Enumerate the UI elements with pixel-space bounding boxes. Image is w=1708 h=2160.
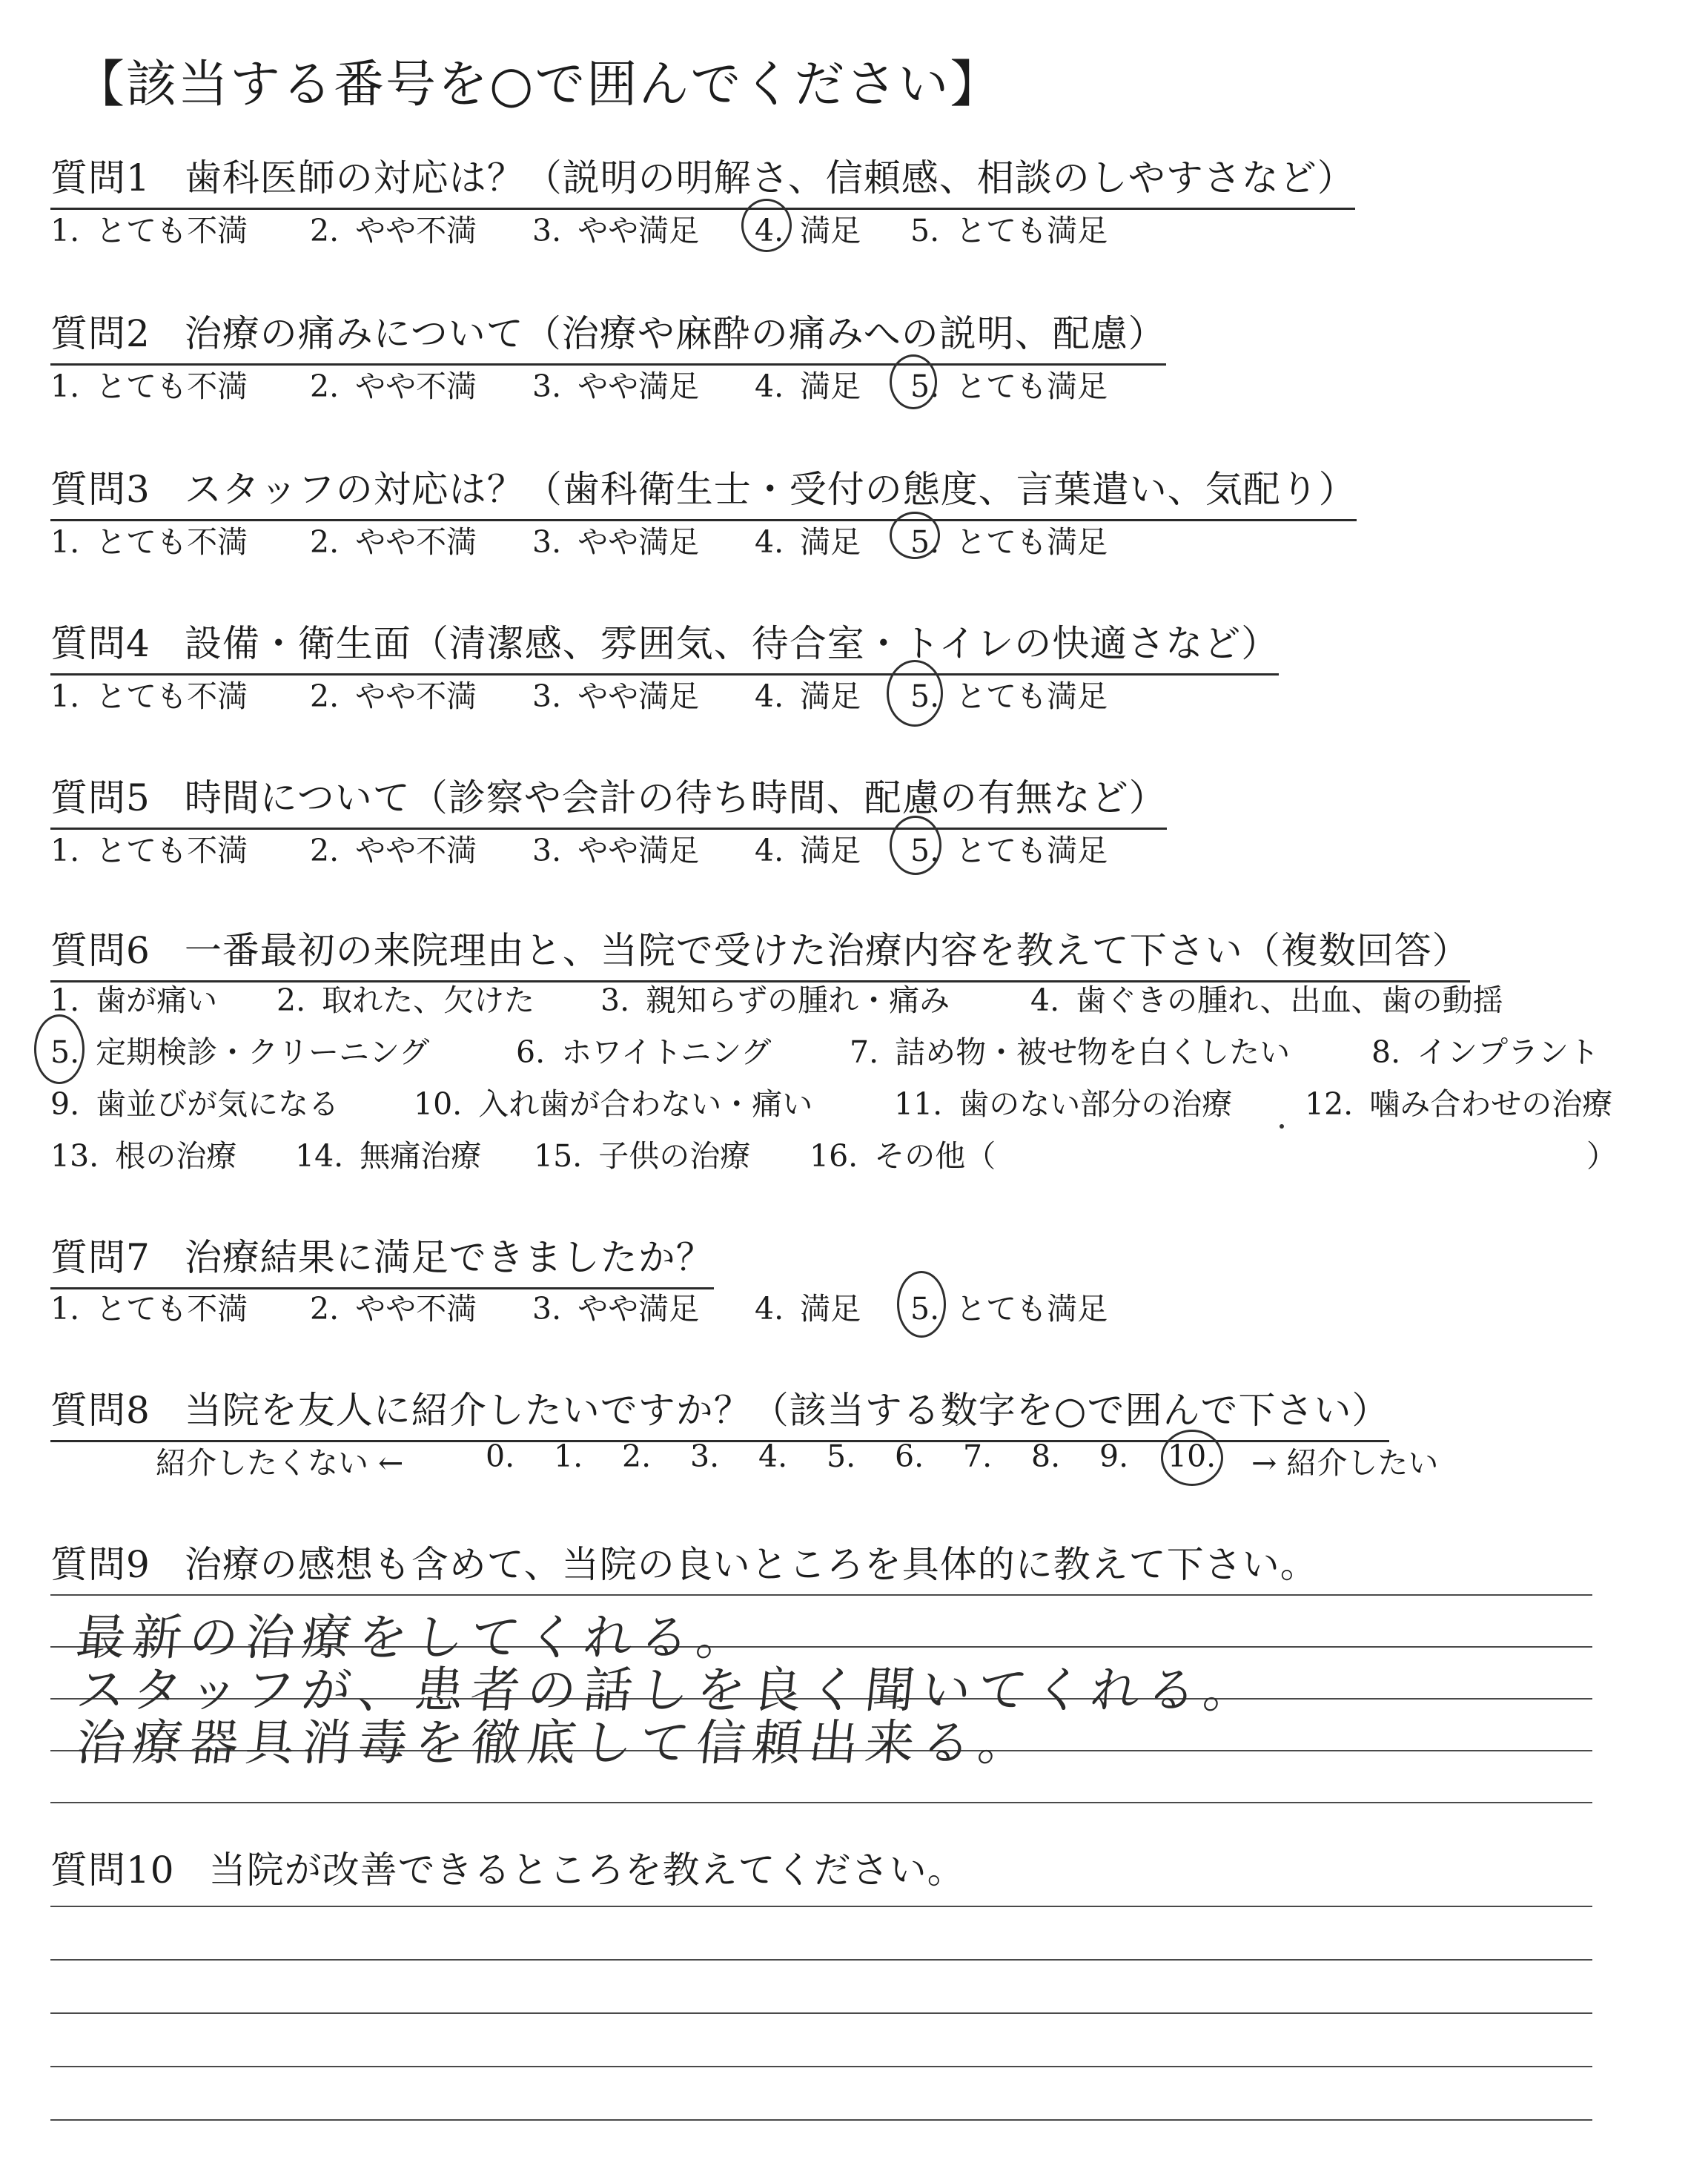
scale-value-10[interactable]: 10.: [1168, 1439, 1217, 1474]
option-1[interactable]: 1. とても不満: [50, 833, 248, 868]
answer-line: [50, 1959, 1592, 1961]
question-3-title: 質問3 スタッフの対応は？（歯科衛生士・受付の態度、言葉遣い、気配り）: [50, 460, 1357, 521]
option-4[interactable]: 4. 満足: [755, 369, 861, 404]
option-4[interactable]: 4. 満足: [755, 1291, 861, 1327]
option-3[interactable]: 3. やや満足: [532, 1291, 700, 1327]
option-5[interactable]: 5. とても満足: [910, 833, 1108, 868]
option-3[interactable]: 3. やや満足: [532, 833, 700, 868]
option-2[interactable]: 2. 取れた、欠けた: [277, 982, 535, 1018]
option-5[interactable]: 5. とても満足: [910, 1291, 1108, 1327]
scale-value-5[interactable]: 5.: [827, 1439, 856, 1474]
question-text: 歯科医師の対応は？（説明の明解さ、信頼感、相談のしやすさなど）: [184, 156, 1355, 199]
selection-circle: [1161, 1430, 1223, 1486]
answer-line: [50, 1906, 1592, 1907]
handwritten-answer-line-3: 治療器具消毒を徹底して信頼出来る。: [73, 1714, 1038, 1771]
selection-circle: [34, 1014, 85, 1084]
selection-circle: [887, 660, 943, 727]
option-3[interactable]: 3. 親知らずの腫れ・痛み: [600, 982, 950, 1018]
question-7-title: 質問7 治療結果に満足できましたか？: [50, 1228, 714, 1289]
option-14[interactable]: 14. 無痛治療: [295, 1138, 482, 1174]
instruction-header: 【該当する番号を○で囲んでください】: [74, 56, 1002, 114]
option-12[interactable]: 12. 噛み合わせの治療: [1305, 1086, 1613, 1122]
option-1[interactable]: 1. とても不満: [50, 524, 248, 560]
option-2[interactable]: 2. やや不満: [310, 213, 477, 248]
scale-value-0[interactable]: 0.: [486, 1439, 515, 1474]
option-5[interactable]: 5. とても満足: [910, 369, 1108, 404]
option-1[interactable]: 1. 歯が痛い: [50, 982, 218, 1018]
option-9[interactable]: 9. 歯並びが気になる: [50, 1086, 340, 1122]
scale-value-3[interactable]: 3.: [690, 1439, 720, 1474]
option-3[interactable]: 3. やや満足: [532, 213, 700, 248]
handwritten-answer-line-1: 最新の治療をしてくれる。: [73, 1609, 756, 1666]
scale-value-8[interactable]: 8.: [1031, 1439, 1061, 1474]
option-1[interactable]: 1. とても不満: [50, 678, 248, 714]
question-5-title: 質問5 時間について（診察や会計の待ち時間、配慮の有無など）: [50, 768, 1167, 830]
other-paren-close: ）: [1586, 1138, 1617, 1174]
selection-circle: [897, 1271, 946, 1338]
option-1[interactable]: 1. とても不満: [50, 1291, 248, 1327]
recommend-scale: [156, 1439, 1490, 1483]
option-5[interactable]: 5. とても満足: [910, 678, 1108, 714]
option-2[interactable]: 2. やや不満: [310, 833, 477, 868]
option-2[interactable]: 2. やや不満: [310, 524, 477, 560]
option-5[interactable]: 5. 定期検診・クリーニング: [50, 1034, 430, 1070]
question-9-title: 質問9 治療の感想も含めて、当院の良いところを具体的に教えて下さい。: [50, 1543, 1318, 1586]
option-10[interactable]: 10. 入れ歯が合わない・痛い: [414, 1086, 813, 1122]
answer-line: [50, 1594, 1592, 1596]
option-6[interactable]: 6. ホワイトニング: [516, 1034, 772, 1070]
option-4[interactable]: 4. 歯ぐきの腫れ、出血、歯の動揺: [1030, 982, 1503, 1018]
selection-circle: [741, 199, 792, 252]
option-2[interactable]: 2. やや不満: [310, 678, 477, 714]
option-5[interactable]: 5. とても満足: [910, 524, 1108, 560]
answer-line: [50, 2119, 1592, 2121]
scale-value-4[interactable]: 4.: [758, 1439, 788, 1474]
option-4[interactable]: 4. 満足: [755, 833, 861, 868]
scale-value-6[interactable]: 6.: [895, 1439, 924, 1474]
option-4[interactable]: 4. 満足: [755, 213, 861, 248]
option-1[interactable]: 1. とても不満: [50, 213, 248, 248]
stray-pen-mark: [1280, 1124, 1284, 1129]
handwritten-answer-line-2: スタッフが、患者の話しを良く聞いてくれる。: [73, 1662, 1263, 1719]
scale-value-9[interactable]: 9.: [1099, 1439, 1129, 1474]
option-4[interactable]: 4. 満足: [755, 524, 861, 560]
question-6-title: 質問6 一番最初の来院理由と、当院で受けた治療内容を教えて下さい（複数回答）: [50, 921, 1470, 982]
answer-line: [50, 2012, 1592, 2014]
option-4[interactable]: 4. 満足: [755, 678, 861, 714]
scale-low-label: 紹介したくない ←: [156, 1445, 404, 1481]
question-2-title: 質問2 治療の痛みについて（治療や麻酔の痛みへの説明、配慮）: [50, 304, 1166, 366]
option-16[interactable]: 16. その他（: [810, 1138, 996, 1174]
option-3[interactable]: 3. やや満足: [532, 524, 700, 560]
option-3[interactable]: 3. やや満足: [532, 678, 700, 714]
question-1-title: [50, 148, 1355, 210]
question-8-title: 質問8 当院を友人に紹介したいですか？（該当する数字を○で囲んで下さい）: [50, 1381, 1389, 1442]
answer-line: [50, 2066, 1592, 2067]
question-number: 質問1: [50, 156, 150, 199]
question-10-title: 質問10 当院が改善できるところを教えてください。: [50, 1849, 965, 1892]
scale-value-7[interactable]: 7.: [963, 1439, 993, 1474]
option-8[interactable]: 8. インプラント: [1371, 1034, 1600, 1070]
scale-value-1[interactable]: 1.: [554, 1439, 583, 1474]
selection-circle: [890, 354, 937, 409]
option-1[interactable]: 1. とても不満: [50, 369, 248, 404]
option-15[interactable]: 15. 子供の治療: [534, 1138, 751, 1174]
answer-lines-q10: [50, 1906, 1592, 2128]
option-11[interactable]: 11. 歯のない部分の治療: [894, 1086, 1233, 1122]
question-4-title: 質問4 設備・衛生面（清潔感、雰囲気、待合室・トイレの快適さなど）: [50, 614, 1279, 676]
option-13[interactable]: 13. 根の治療: [50, 1138, 237, 1174]
selection-circle: [890, 816, 941, 875]
option-2[interactable]: 2. やや不満: [310, 369, 477, 404]
scale-high-label: → 紹介したい: [1251, 1445, 1439, 1481]
option-5[interactable]: 5. とても満足: [910, 213, 1108, 248]
option-2[interactable]: 2. やや不満: [310, 1291, 477, 1327]
answer-line: [50, 1802, 1592, 1803]
selection-circle: [890, 512, 940, 559]
option-7[interactable]: 7. 詰め物・被せ物を白くしたい: [850, 1034, 1291, 1070]
scale-value-2[interactable]: 2.: [622, 1439, 652, 1474]
option-3[interactable]: 3. やや満足: [532, 369, 700, 404]
